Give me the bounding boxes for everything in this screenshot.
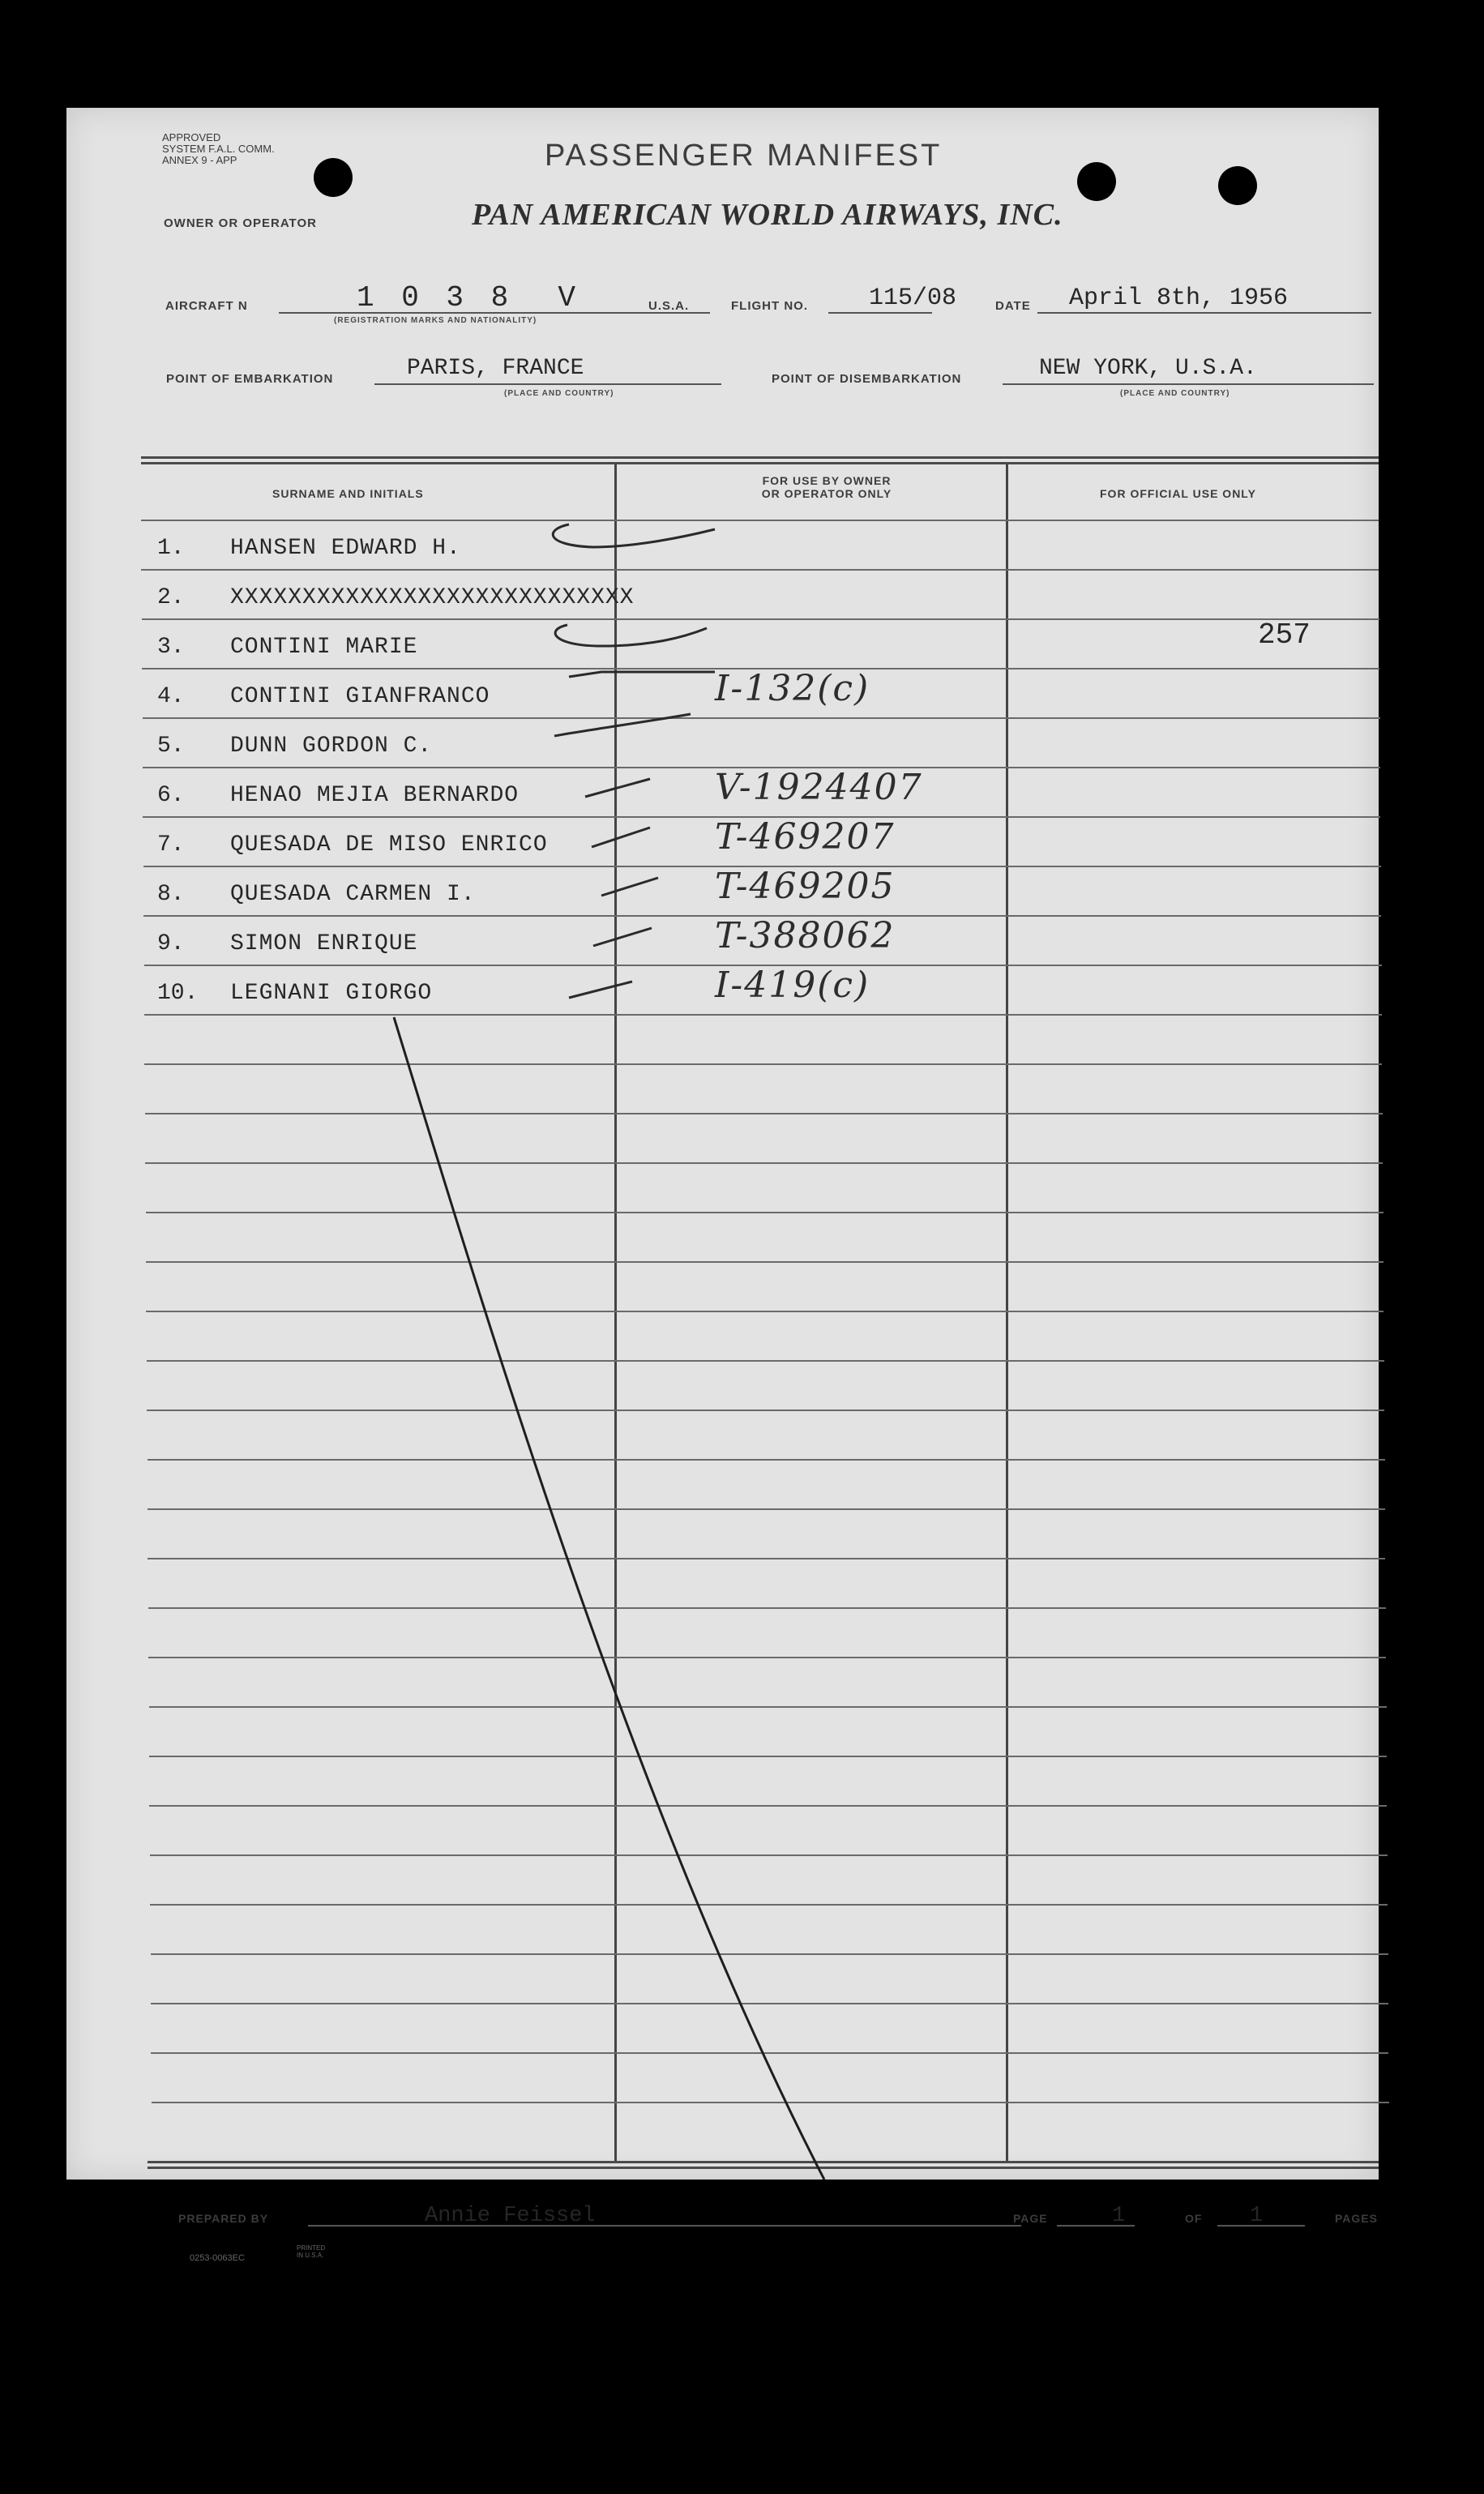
pages-label: PAGES — [1335, 2212, 1378, 2225]
form-number: 0253-0063EC — [190, 2253, 245, 2263]
passenger-number: 10. — [157, 981, 199, 1006]
passenger-number: 5. — [157, 734, 185, 759]
flight-no-label: FLIGHT NO. — [731, 299, 808, 313]
prepared-by-name: Annie Feissel — [425, 2204, 596, 2228]
owner-use-line: OR OPERATOR ONLY — [761, 487, 892, 500]
aircraft-label: AIRCRAFT N — [165, 299, 248, 313]
aircraft-caption: (REGISTRATION MARKS AND NATIONALITY) — [334, 316, 537, 325]
passenger-name: HENAO MEJIA BERNARDO — [230, 783, 520, 808]
operator-note: T-469205 — [715, 866, 896, 907]
embarkation-place: PARIS, FRANCE — [407, 356, 584, 381]
passenger-name: LEGNANI GIORGO — [230, 981, 433, 1006]
flight-number: 115/08 — [869, 284, 957, 312]
passenger-name: CONTINI GIANFRANCO — [230, 684, 490, 709]
embarkation-caption: (PLACE AND COUNTRY) — [504, 389, 614, 398]
operator-note: T-388062 — [715, 915, 896, 956]
passenger-number: 2. — [157, 585, 185, 610]
passenger-name: QUESADA DE MISO ENRICO — [230, 832, 548, 858]
disembarkation-label: POINT OF DISEMBARKATION — [772, 372, 962, 386]
approval-line: ANNEX 9 - APP — [162, 154, 237, 166]
surname-column-header: SURNAME AND INITIALS — [272, 487, 424, 500]
operator-note: I-419(c) — [715, 965, 870, 1006]
passenger-name: SIMON ENRIQUE — [230, 931, 418, 956]
aircraft-registration: 1 0 3 8 V — [357, 281, 581, 314]
passenger-number: 1. — [157, 536, 185, 561]
passenger-name: DUNN GORDON C. — [230, 734, 433, 759]
passenger-number: 7. — [157, 832, 185, 858]
passenger-number: 6. — [157, 783, 185, 808]
passenger-number: 8. — [157, 882, 185, 907]
owner-use-line: FOR USE BY OWNER — [762, 474, 892, 487]
disembarkation-caption: (PLACE AND COUNTRY) — [1120, 389, 1230, 398]
passenger-number: 9. — [157, 931, 185, 956]
passenger-name: HANSEN EDWARD H. — [230, 536, 461, 561]
page-label: PAGE — [1013, 2212, 1048, 2225]
operator-note: T-469207 — [715, 816, 896, 858]
manifest-page — [66, 108, 1379, 2263]
operator-note: V-1924407 — [715, 767, 923, 808]
official-note: 257 — [1258, 618, 1311, 652]
passenger-name: QUESADA CARMEN I. — [230, 882, 476, 907]
flight-date: April 8th, 1956 — [1069, 284, 1289, 312]
of-label: OF — [1185, 2212, 1203, 2225]
date-label: DATE — [995, 299, 1031, 313]
country-label: U.S.A. — [648, 299, 690, 313]
operator-note: I-132(c) — [715, 668, 870, 709]
approval-line: SYSTEM F.A.L. COMM. — [162, 143, 275, 155]
printed-mark: PRINTED IN U.S.A. — [297, 2244, 326, 2259]
disembarkation-place: NEW YORK, U.S.A. — [1039, 356, 1257, 381]
approval-line: APPROVED — [162, 131, 221, 143]
passenger-number: 3. — [157, 635, 185, 660]
page-number: 1 — [1112, 2204, 1126, 2228]
pen-marks — [66, 108, 1379, 2180]
owner-operator-label: OWNER OR OPERATOR — [164, 216, 317, 230]
prepared-by-label: PREPARED BY — [178, 2212, 269, 2225]
passenger-name: CONTINI MARIE — [230, 635, 418, 660]
passenger-name: XXXXXXXXXXXXXXXXXXXXXXXXXXXX — [230, 585, 635, 610]
embarkation-label: POINT OF EMBARKATION — [166, 372, 334, 386]
page-total: 1 — [1250, 2204, 1264, 2228]
passenger-number: 4. — [157, 684, 185, 709]
company-name: PAN AMERICAN WORLD AIRWAYS, INC. — [472, 198, 1063, 232]
official-use-column-header: FOR OFFICIAL USE ONLY — [1100, 487, 1256, 500]
page-title: PASSENGER MANIFEST — [545, 139, 943, 173]
